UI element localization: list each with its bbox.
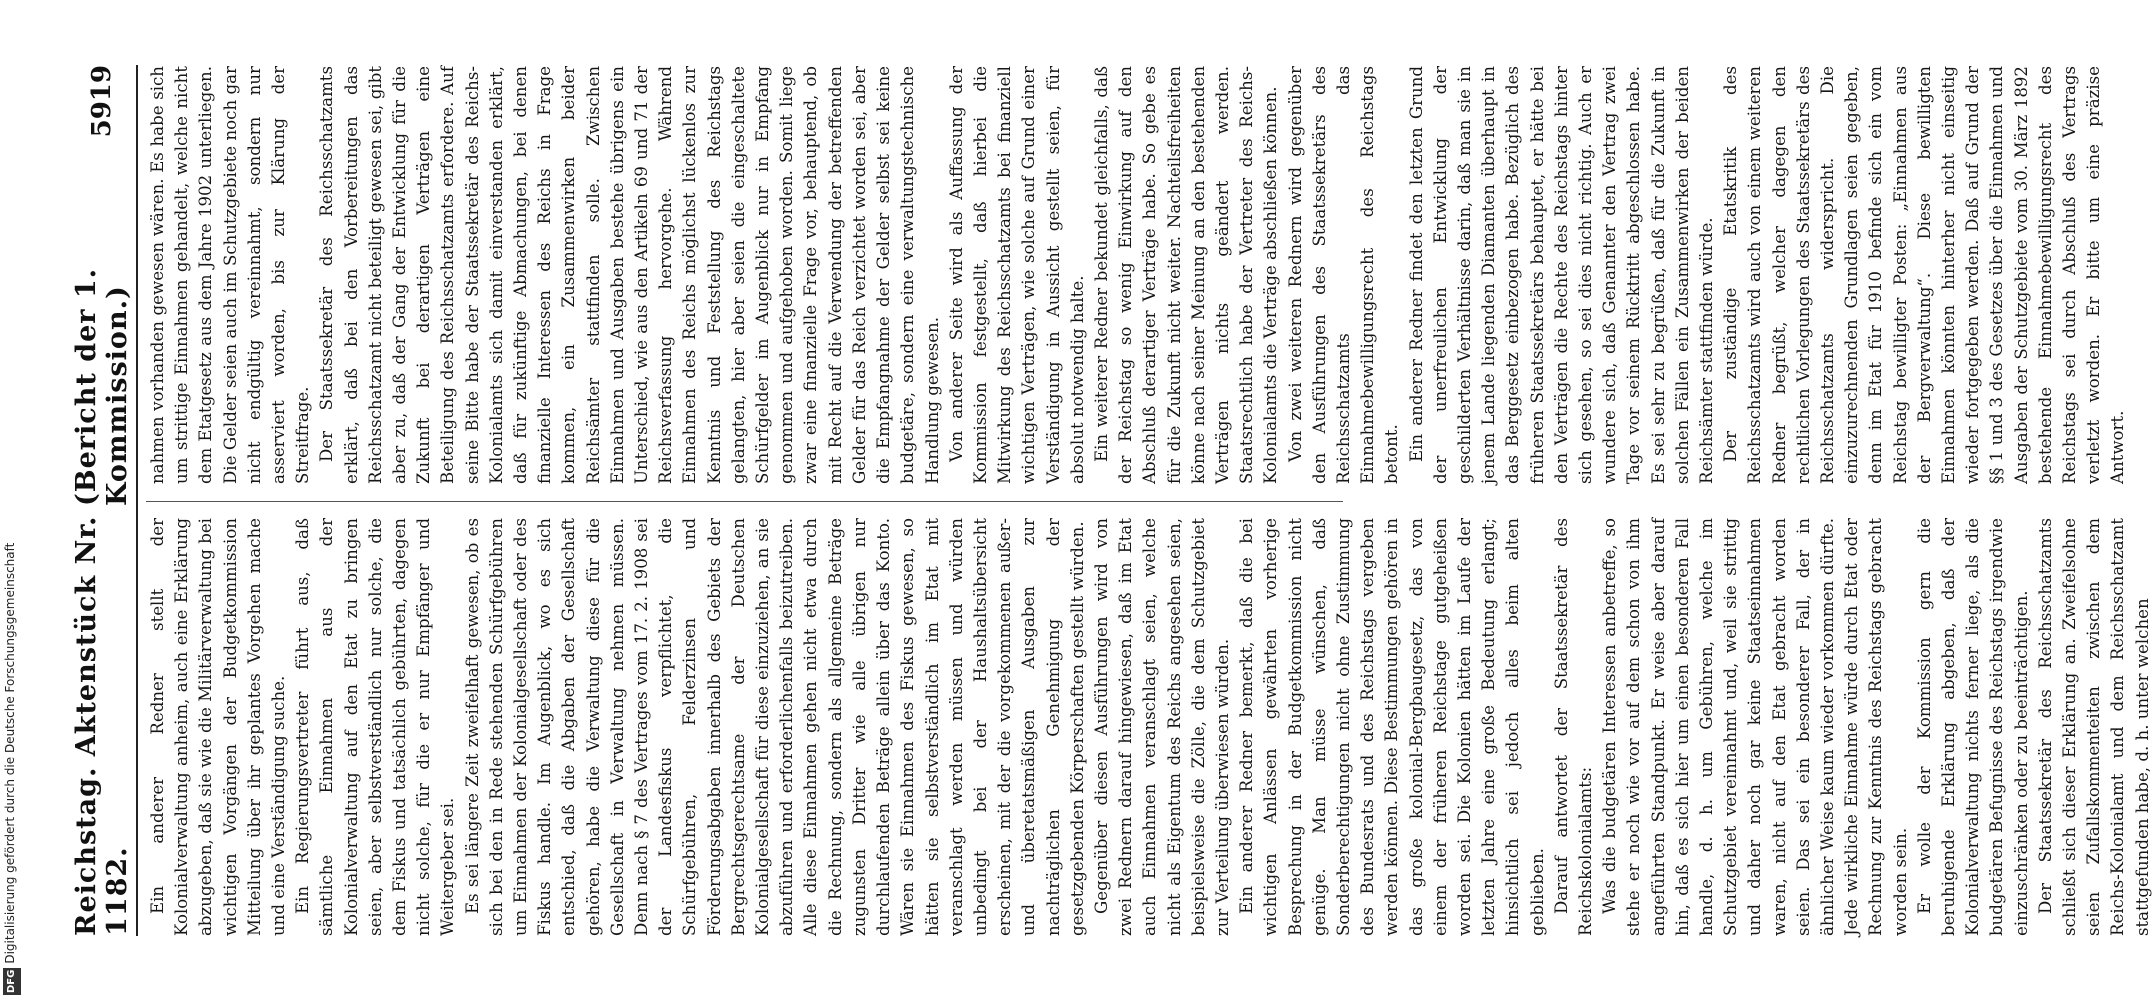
rotated-page <box>0 65 2152 1000</box>
right-paragraph: nahmen vorhanden gewesen wären. Es habe sich um strittige Einnahmen gehandelt, welche nicht dem Etatgesetz aus dem Jahre 1902 unterliegen. Die Gelder seien auch im Schutzgebiete noch gar nicht endgültig vereinnahmt, sondern nur asserviert worden, bis zur Klärung der Streitfrage. <box>148 66 313 484</box>
credit-text: Digitalisierung gefördert durch die Deutsche Forschungsgemeinschaft <box>3 542 17 964</box>
page-content <box>0 65 2152 936</box>
left-paragraph: Was die budgetären Interessen anbetreffe, so stehe er noch wie vor auf dem schon von ihm angeführten Standpunkt. Er weise aber darauf hin, daß es sich hier um einen besonderen Fall handle, d. h. um Gebühren, welche im Schutzgebiet vereinnahmt und, weil sie strittig und daher noch gar keine Staatseinnahmen waren, nicht auf den Etat gebracht worden seien. Das sei ein besonderer Fall, der in ähnlicher Weise kaum wieder vorkommen dürfte. Jede wirkliche Einnahme würde durch Etat oder Rechnung zur Kenntnis des Reichstags gebracht worden sein. <box>1600 518 1910 936</box>
left-paragraph: Darauf antwortet der Staatssekretär des Reichskolonialamts: <box>1551 518 1595 936</box>
left-paragraph: Es sei längere Zeit zweifelhaft gewesen, ob es sich bei den in Rede stehenden Schürfgebühren um Einnahmen der Kolonialgesellschaft oder des Fiskus handle. Im Augenblick, wo es sich entschied, daß die Abgaben der Gesellschaft gehören, habe die Verwaltung diese für die Gesellschaft in Verwaltung nehmen müssen. Denn nach § 7 des Vertrages vom 17. 2. 1908 sei der Landesfiskus verpflichtet, die Schürfgebühren, Felderzinsen und Förderungsabgaben innerhalb des Gebiets der Bergrechtsgerechtsame der Deutschen Kolonialgesellschaft für diese einzuziehen, an sie abzuführen und erforderlichenfalls beizutreiben. Alle diese Einnahmen gehen nicht etwa durch die Rechnung, sondern als allgemeine Beträge zugunsten Dritter wie alle übrigen nur durchlaufenden Beträge allein über das Konto. Wären sie Einnahmen des Fiskus gewesen, so hätten sie selbstverständlich im Etat mit veranschlagt werden müssen und würden unbedingt bei der Haushaltsübersicht erscheinen, mit der die vorgekommenen außer- und überetatsmäßigen Ausgaben zur nachträglichen Genehmigung der gesetzgebenden Körperschaften gestellt würden. <box>462 518 1087 936</box>
left-paragraph: Der Staatssekretär des Reichsschatzamts schließt sich dieser Erklärung an. Zweifelsohne seien Zufallskommenteiten zwischen dem Reichs-Kolonialamt und dem Reichsschatzamt stattgefunden habe, d. h. unter welchen <box>2035 518 2152 936</box>
right-paragraph: Ein weiterer Redner bekundet gleichfalls, daß der Reichstag so wenig Einwirkung auf den Abschluß derartiger Verträge habe. So gebe es für die Zukunft nicht weiter. Nachteilsfreiheiten könne nach seiner Meinung an den bestehenden Verträgen nichts geändert werden. Staatsrechtlich habe der Vertreter des Reichs-Kolonialamts die Verträge abschließen können. <box>1091 66 1281 484</box>
column-separator <box>146 501 1343 502</box>
right-column <box>146 66 2128 484</box>
right-paragraph: Von anderer Seite wird als Auffassung der Kommission festgestellt, daß hierbei die Mitwirkung des Reichsschatzamts bei finanziell wichtigen Verträgen, wie solche auf Grund einer Verständigung in Aussicht gestellt seien, für absolut notwendig halte. <box>946 66 1087 484</box>
left-paragraph: Er wolle der Kommission gern die beruhigende Erklärung abgeben, daß der Kolonialverwaltung nichts ferner liege, als die budgetären Befugnisse des Reichstags irgendwie einzuschränken oder zu beeinträchtigen. <box>1914 518 2031 936</box>
header-right: (Bericht der 1. Kommission.) <box>71 267 133 506</box>
left-paragraph: Gegenüber diesen Ausführungen wird von zwei Rednern darauf hingewiesen, daß im Etat auch Einnahmen veranschlagt seien, welche nicht als Eigentum des Reichs angesehen seien, beispielsweise die Zölle, die dem Schutzgebiet zur Verteilung überwiesen würden. <box>1091 518 1232 936</box>
header-left: Reichstag. Aktenstück Nr. 1182. <box>71 515 133 936</box>
right-paragraph: Der Staatssekretär des Reichsschatzamts erklärt, daß bei den Vorbereitungen das Reichsschatzamt nicht beteiligt gewesen sei, gibt aber zu, daß der Gang der Entwicklung für die Zukunft bei derartigen Verträgen eine Beteiligung des Reichsschatzamts erfordere. Auf seine Bitte habe der Staatssekretär des Reichs-Kolonialamts sich damit einverstanden erklärt, daß für zukünftige Abmachungen, bei denen finanzielle Interessen des Reichs in Frage kommen, ein Zusammenwirken beider Reichsämter stattfinden solle. Zwischen Einnahmen und Ausgaben bestehe übrigens ein Unterschied, wie aus den Artikeln 69 und 71 der Reichsverfassung hervorgehe. Während Einnahmen des Reichs möglichst lückenlos zur Kenntnis und Feststellung des Reichstags gelangten, hier aber seien die eingeschaltete Schürfgelder im Augenblick nur in Empfang genommen und aufgehoben worden. Somit liege zwar eine finanzielle Frage vor, behauptend, ob mit Recht auf die Verwendung der betreffenden Gelder für das Reich verzichtet worden sei, aber die Empfangnahme der Gelder selbst sei keine budgetäre, sondern eine verwaltungstechnische Handlung gewesen. <box>317 66 942 484</box>
right-paragraph: Von zwei weiteren Rednern wird gegenüber den Ausführungen des Staatssekretärs des Reichsschatzamts das Einnahmebewilligungsrecht des Reichstags betont. <box>1285 66 1402 484</box>
dfg-logo: DFG <box>3 968 21 995</box>
right-paragraph: Der zuständige Etatskritik des Reichsschatzamts wird auch von einem weiteren Redner begrüßt, welcher dagegen den rechtlichen Vorlegungen des Staatssekretärs des Reichsschatzamts widerspricht. Die einzuzurechnenden Grundlagen seien gegeben, denn im Etat für 1910 befinde sich ein vom Reichstag bewilligter Posten: „Einnahmen aus der Bergverwaltung“. Diese bewilligten Einnahmen könnten hinterher nicht einseitig wieder fortgegeben werden. Daß auf Grund der §§ 1 und 3 des Gesetzes über die Einnahmen und Ausgaben der Schutzgebiete vom 30. März 1892 bestehende Einnahmebewilligungsrecht des Reichstags sei durch Abschluß des Vertrags verletzt worden. Er bitte um eine präzise Antwort. <box>1721 66 2128 484</box>
left-paragraph: Ein anderer Redner bemerkt, daß die bei wichtigen Anlässen gewährten vorherige Besprechung in der Budgetkommission nicht genüge. Man müsse wünschen, daß Sonderberechtigungen nicht ohne Zustimmung des Bundesrats und des Reichstags vergeben werden können. Diese Bestimmungen gehören in das große kolonial-Bergbaugesetz, das von einem der früheren Reichstage gutgeheißen worden sei. Die Kolonien hätten im Laufe der letzten Jahre eine große Bedeutung erlangt; hinsichtlich sei jedoch alles beim alten geblieben. <box>1237 518 1547 936</box>
left-paragraph: Ein Regierungsvertreter führt aus, daß sämtliche Einnahmen aus der Kolonialverwaltung auf den Etat zu bringen seien, aber selbstverständlich nur solche, die dem Fiskus und tatsächlich gebührten, dagegen nicht solche, für die er nur Empfänger und Weitergeber sei. <box>293 518 458 936</box>
left-paragraph: Ein anderer Redner stellt der Kolonialverwaltung anheim, auch eine Erklärung abzugeben, daß sie wie die Militärverwaltung bei wichtigen Vorgängen der Budgetkommission Mitteilung über ihr geplantes Vorgehen mache und eine Verständigung suche. <box>148 518 289 936</box>
page-header <box>70 65 134 936</box>
left-column <box>146 518 2152 936</box>
digitization-credit <box>1 5 19 995</box>
page-number: 5919 <box>87 65 117 138</box>
right-paragraph: Ein anderer Redner findet den letzten Grund der unerfreulichen Entwicklung der geschilderten Verhältnisse darin, daß man sie in jenem Lande liegenden Diamanten überhaupt in das Berggesetz einbezogen habe. Bezüglich des früheren Staatssekretärs behauptet, er hätte bei den Verträgen die Rechte des Reichstags hinter sich gesehen, so sei dies nicht richtig. Auch er wundere sich, daß Genannter den Vertrag zwei Tage vor seinem Rücktritt abgeschlossen habe. Es sei sehr zu begrüßen, daß für die Zukunft in solchen Fällen ein Zusammenwirken der beiden Reichsämter stattfinden würde. <box>1406 66 1716 484</box>
header-rule <box>136 65 138 936</box>
